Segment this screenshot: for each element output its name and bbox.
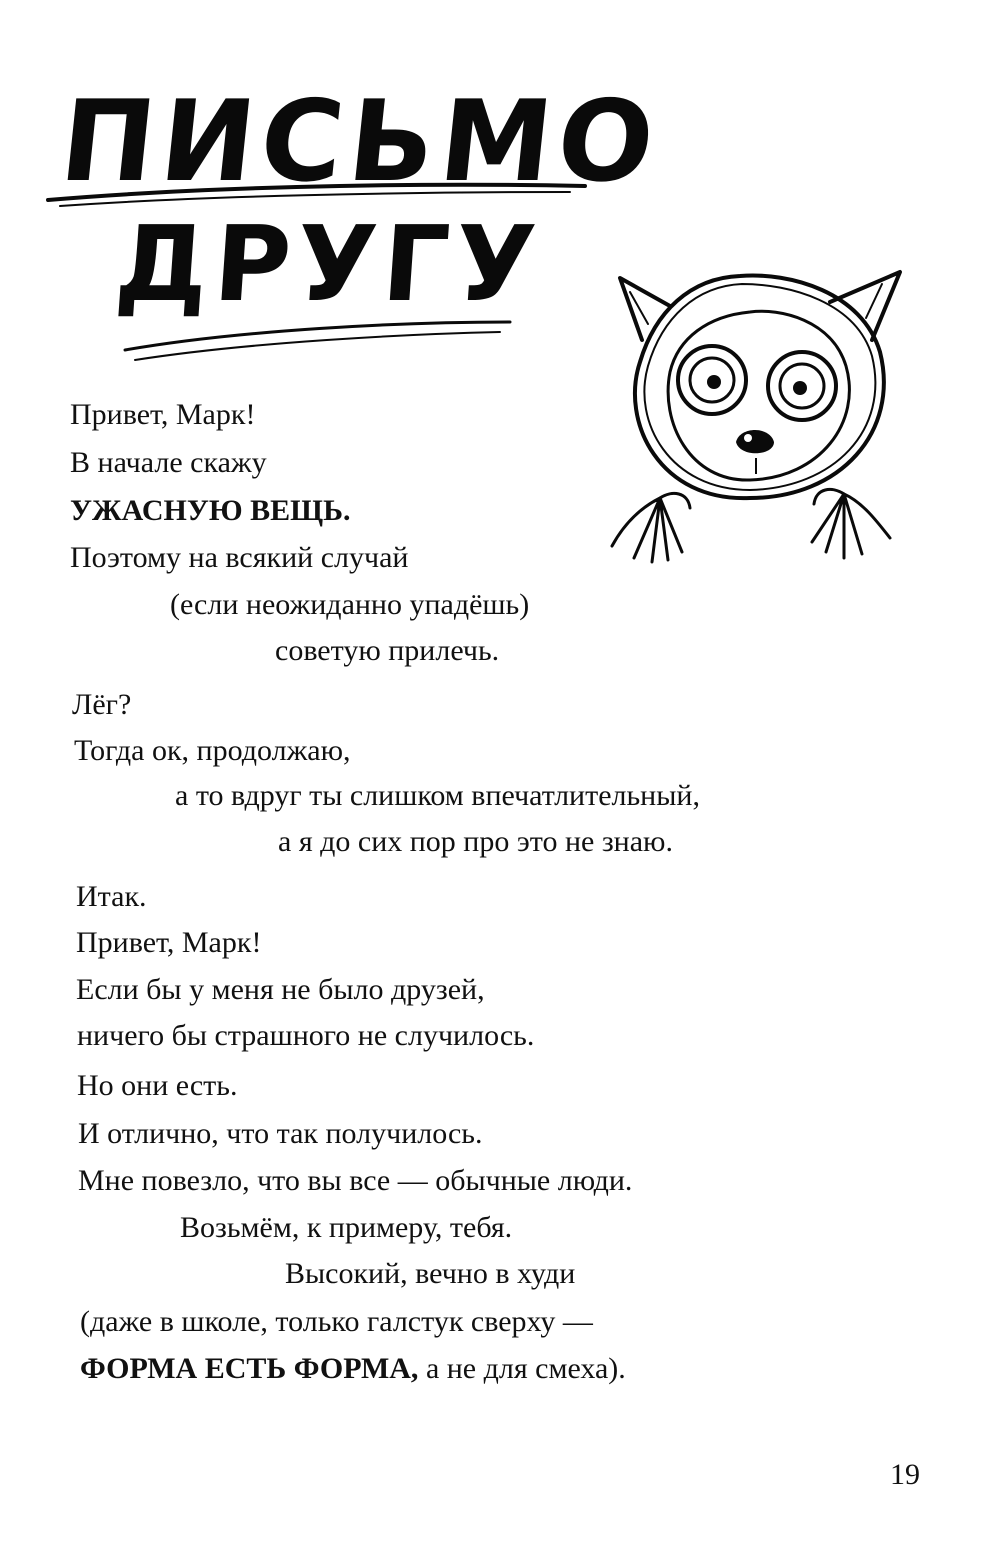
poem-emphasis: ФОРМА ЕСТЬ ФОРМА,: [80, 1352, 419, 1385]
poem-line: Тогда ок, продолжаю,: [74, 734, 351, 767]
title-line-2: ДРУГУ: [111, 203, 546, 325]
poem-line: [70, 494, 350, 528]
poem-line: И отлично, что так получилось.: [78, 1117, 483, 1150]
poem-line: а я до сих пор про это не знаю.: [278, 825, 673, 858]
poem-line: В начале скажу: [70, 446, 267, 479]
creature-icon: [600, 262, 920, 572]
poem-line: Высокий, вечно в худи: [285, 1257, 576, 1290]
poem-line: (если неожиданно упадёшь): [170, 588, 530, 621]
poem-line: Итак.: [76, 880, 147, 913]
poem-line: (даже в школе, только галстук сверху —: [80, 1305, 593, 1338]
poem-line: Мне повезло, что вы все — обычные люди.: [78, 1164, 633, 1197]
poem-line: Возьмём, к примеру, тебя.: [180, 1211, 513, 1244]
poem-line: Поэтому на всякий случай: [70, 541, 409, 574]
poem-line: Но они есть.: [77, 1069, 238, 1102]
poem-line: Если бы у меня не было друзей,: [76, 973, 485, 1006]
page-number: 19: [890, 1458, 920, 1491]
poem-line: [80, 1352, 626, 1386]
title-underline-2: [125, 322, 510, 350]
poem-line: ничего бы страшного не случилось.: [77, 1019, 535, 1052]
page-title: [40, 60, 666, 380]
title-underline-2b: [135, 332, 500, 360]
poem-line: советую прилечь.: [275, 634, 500, 667]
poem-line: Лёг?: [72, 688, 132, 721]
poem-emphasis: УЖАСНУЮ ВЕЩЬ.: [70, 494, 351, 527]
poem-line: а то вдруг ты слишком впечатлительный,: [175, 779, 700, 812]
poem-line: Привет, Марк!: [70, 398, 256, 431]
title-line-1: ПИСЬМО: [54, 77, 666, 207]
poem-line: Привет, Марк!: [76, 926, 262, 959]
poem-line-rest: а не для смеха).: [418, 1352, 626, 1385]
